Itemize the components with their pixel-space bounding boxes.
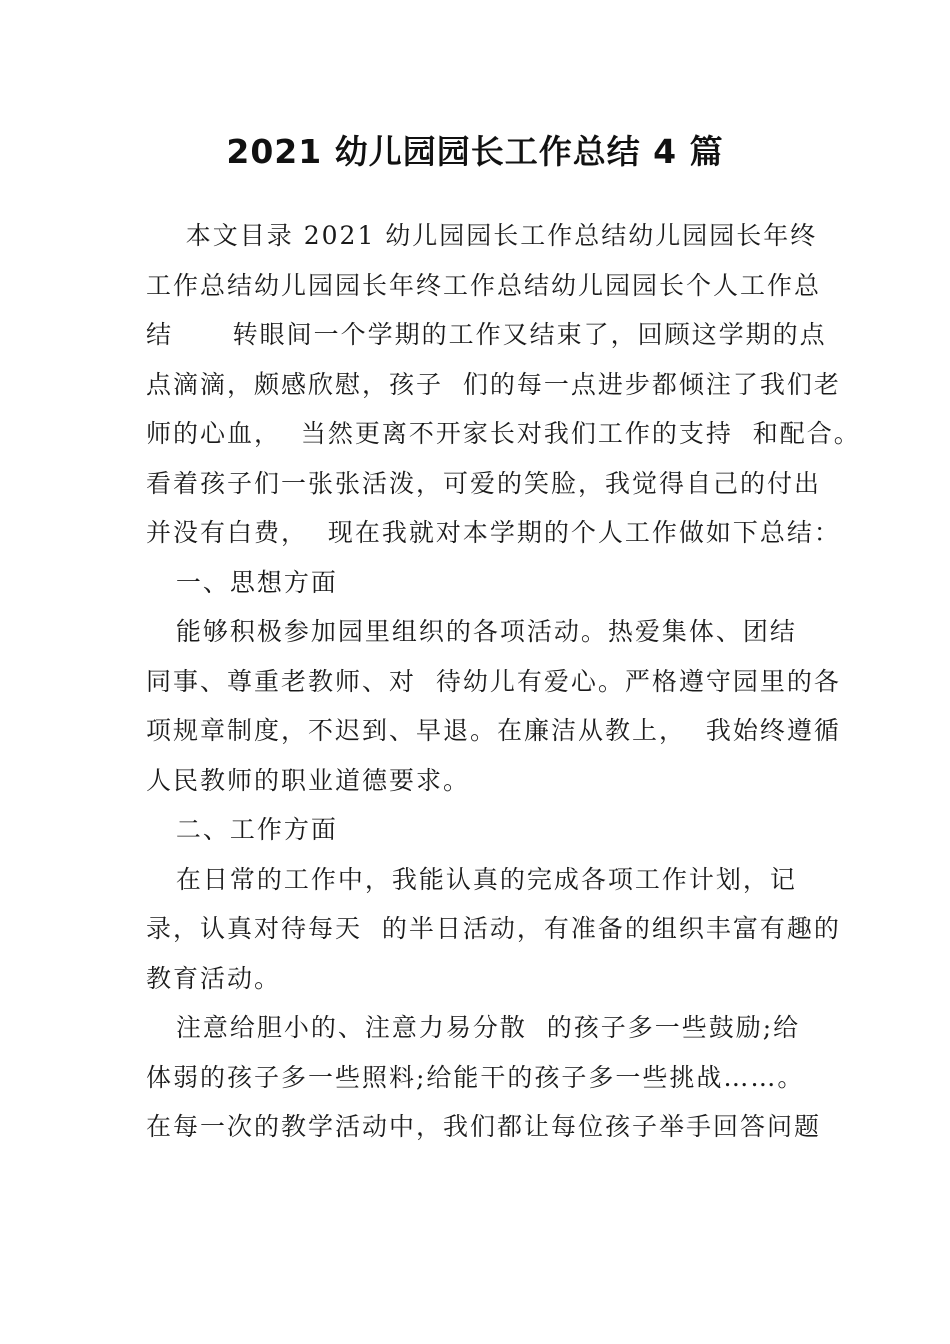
- body-line: 在日常的工作中，我能认真的完成各项工作计划，记: [146, 864, 797, 894]
- section-heading: 一、思想方面: [146, 567, 338, 597]
- body-line: 同事、尊重老教师、对 待幼儿有爱心。严格遵守园里的各: [146, 666, 841, 696]
- body-line: 并没有白费， 现在我就对本学期的个人工作做如下总结：: [146, 518, 841, 547]
- body-line: 本文目录 2021 幼儿园园长工作总结幼儿园园长年终: [146, 221, 818, 250]
- body-line: 结 转眼间一个学期的工作又结束了，回顾这学期的点: [146, 320, 827, 349]
- body-line: 工作总结幼儿园园长年终工作总结幼儿园园长个人工作总: [146, 270, 822, 300]
- body-line: 点滴滴，颇感欣慰，孩子 们的每一点进步都倾注了我们老: [146, 369, 841, 399]
- body-line: 教育活动。: [146, 963, 282, 993]
- body-line: 体弱的孩子多一些照料;给能干的孩子多一些挑战……。: [146, 1062, 805, 1092]
- body-line: 注意给胆小的、注意力易分散 的孩子多一些鼓励;给: [146, 1013, 801, 1042]
- body-line: 人民教师的职业道德要求。: [146, 765, 471, 795]
- document-body: [146, 211, 861, 1152]
- body-line: 能够积极参加园里组织的各项活动。热爱集体、团结: [146, 617, 797, 646]
- body-line: 看着孩子们一张张活泼，可爱的笑脸，我觉得自己的付出: [146, 468, 822, 498]
- body-line: 在每一次的教学活动中，我们都让每位孩子举手回答问题: [146, 1112, 822, 1141]
- body-line: 项规章制度，不迟到、早退。在廉洁从教上， 我始终遵循: [146, 716, 841, 745]
- section-heading: 二、工作方面: [146, 815, 338, 844]
- body-line: 录，认真对待每天 的半日活动，有准备的组织丰富有趣的: [146, 914, 841, 943]
- body-line: 师的心血， 当然更离不开家长对我们工作的支持 和配合。: [146, 419, 861, 448]
- document-title: 2021 幼儿园园长工作总结 4 篇: [226, 132, 724, 171]
